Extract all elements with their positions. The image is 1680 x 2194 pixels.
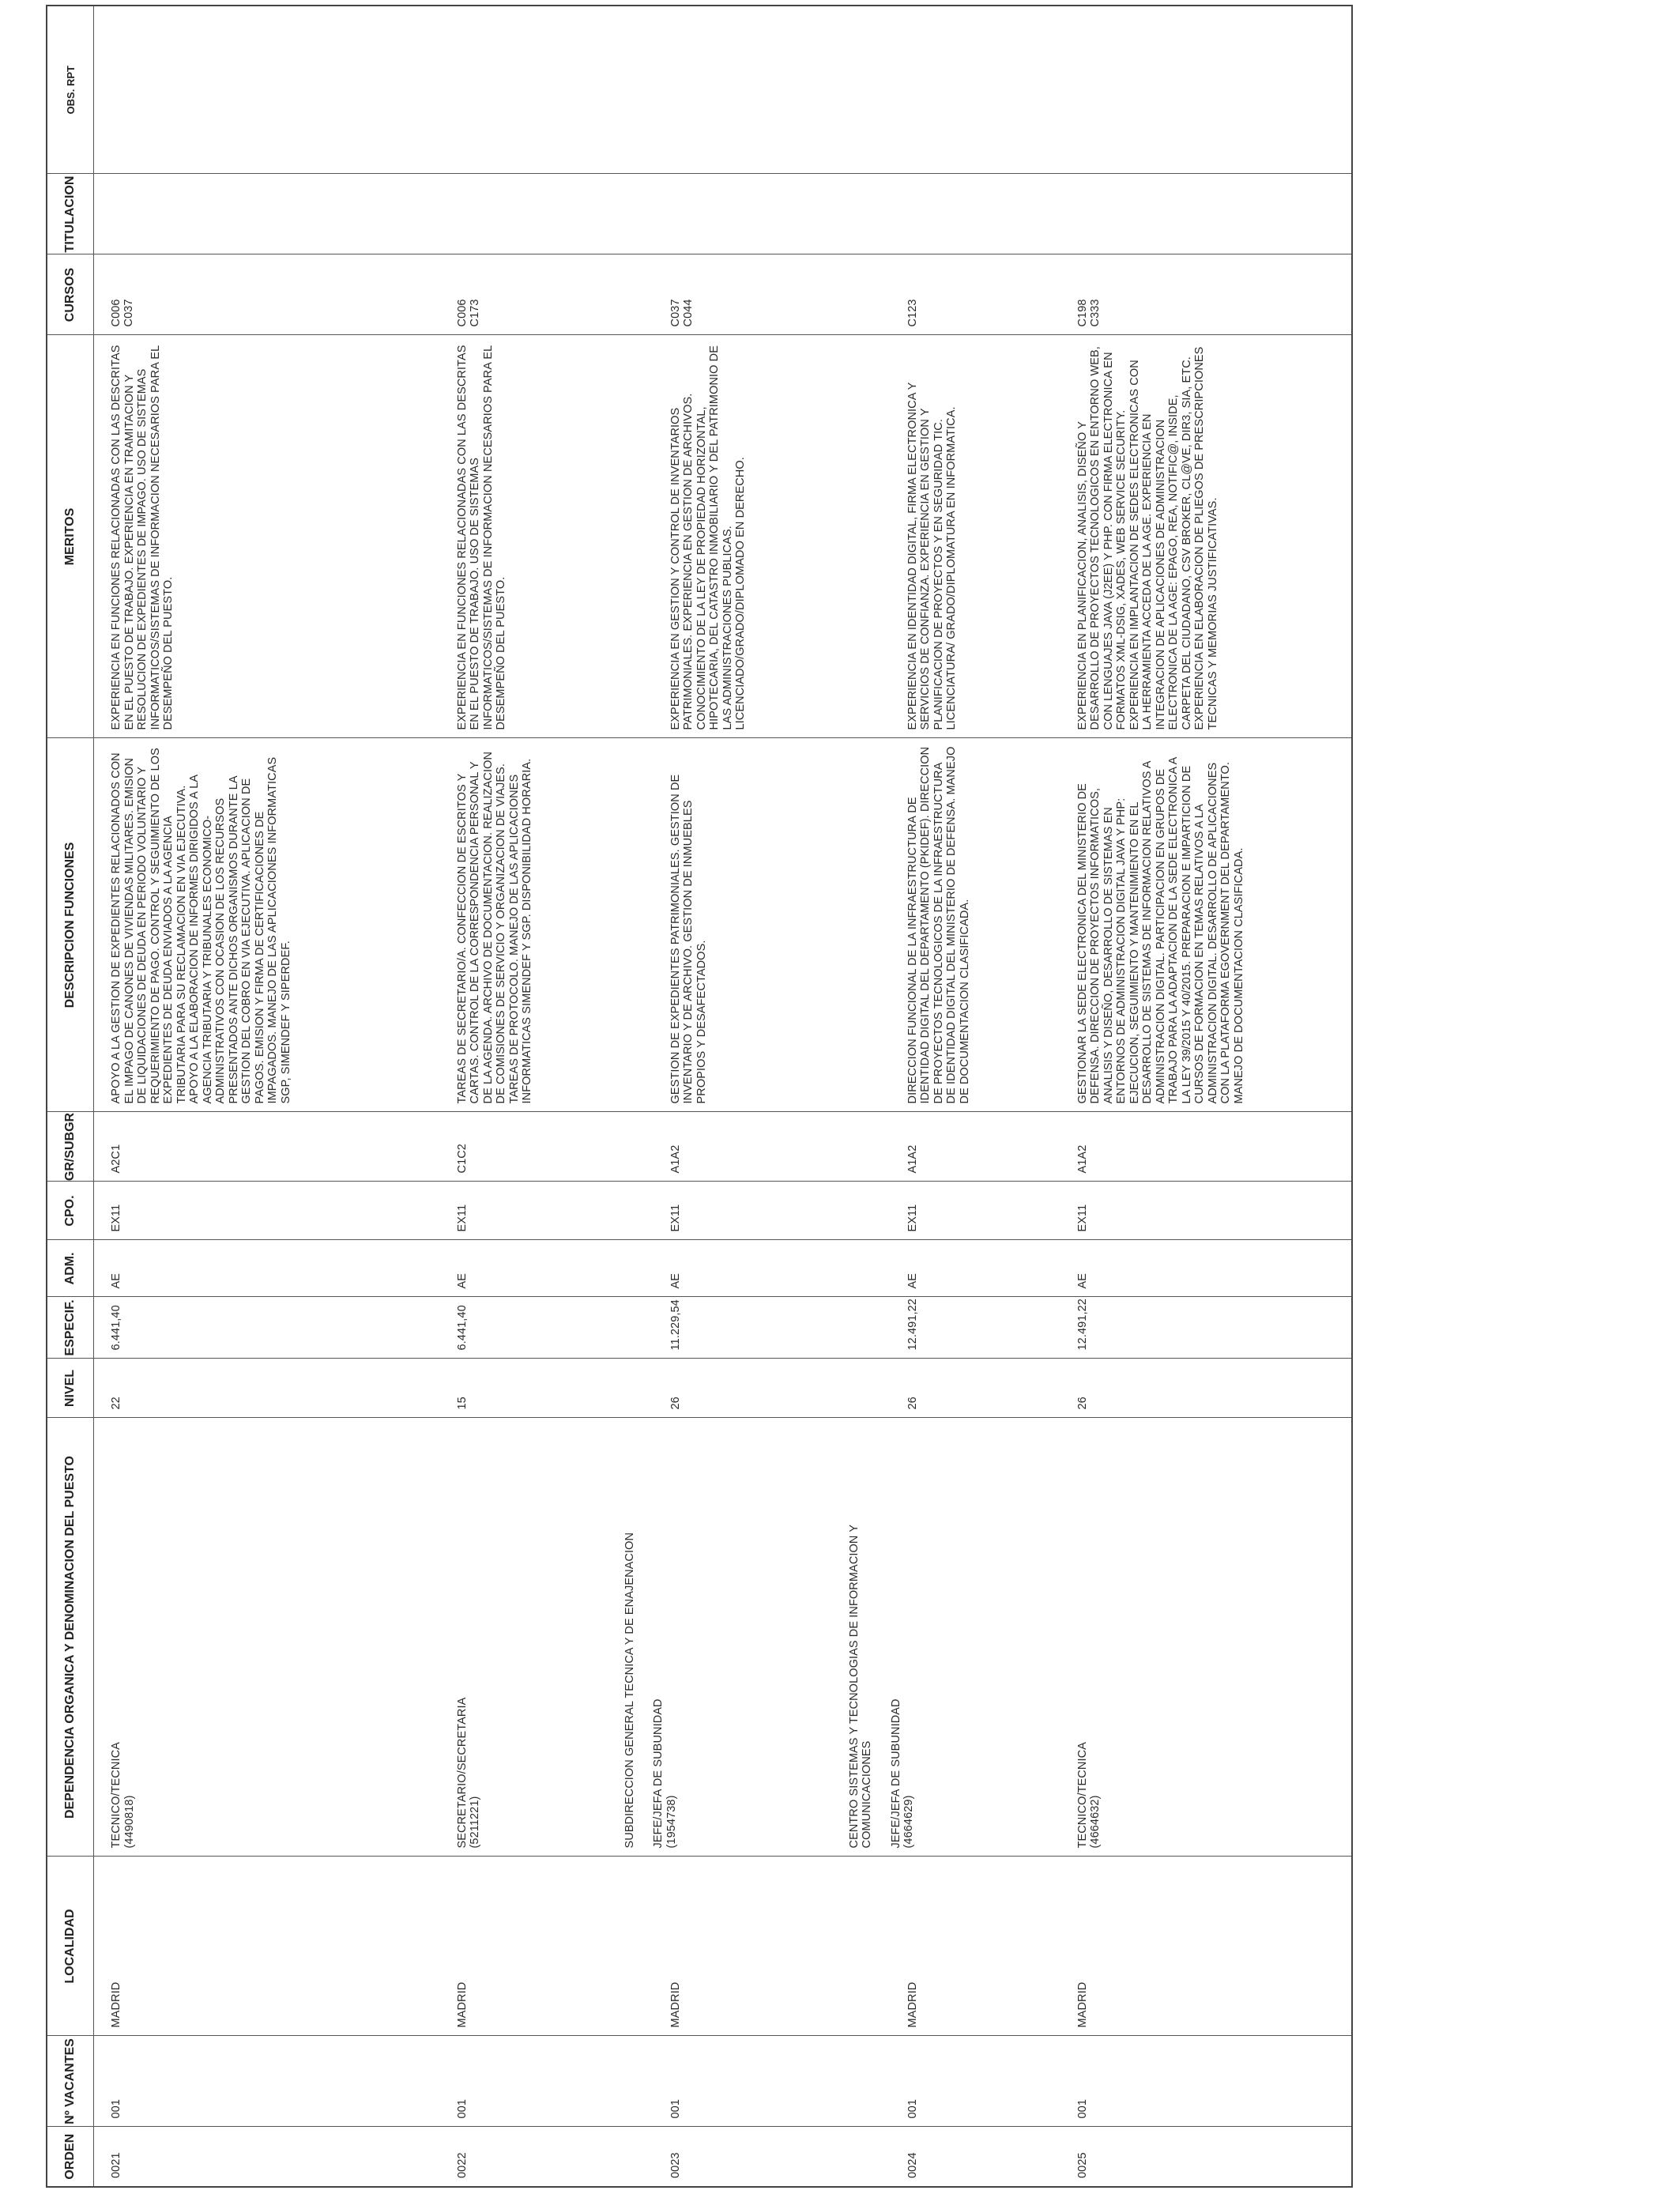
adm-cell: AE [655, 1240, 892, 1297]
localidad-cell: MADRID [94, 1857, 442, 2036]
puesto-code: (4490818) [122, 1795, 136, 1849]
titulacion-cell [892, 174, 1062, 254]
adm-cell: AE [94, 1240, 442, 1297]
obs-cell [892, 6, 1062, 174]
header-titulacion: TITULACION [47, 174, 94, 254]
descripcion-cell: APOYO A LA GESTION DE EXPEDIENTES RELACIONADOS CON EL IMPAGO DE CANONES DE VIVIENDAS MILITARES. EMISION DE LIQUIDACIONES DE DEUDA EN PERIODO VOLUNTARIO Y REQUERIMIENTO DE PAGO. CONTROL Y SEGUIMIENTO DE LOS EXPEDIENTES DE DEUDA ENVIADOS A LA AGENCIA TRIBUTARIA PARA SU RECLAMACION EN VIA EJECUTIVA. APOYO A LA ELABORACION DE INFORMES DIRIGIDOS A LA AGENCIA TRIBUTARIA Y TRIBUNALES ECONOMICO-ADMINISTRATIVOS CON OCASION DE LOS RECURSOS PRESENTADOS ANTE DICHOS ORGANISMOS DURANTE LA GESTION DEL COBRO EN VIA EJECUTIVA. APLICACION DE PAGOS. EMISION Y FIRMA DE CERTIFICACIONES DE IMPAGADOS. MANEJO DE LAS APLICACIONES INFORMATICAS SGP, SIMENDEF Y SIPERDEF. [94, 738, 442, 1112]
cpo-cell: EX11 [442, 1182, 655, 1240]
meritos-cell: EXPERIENCIA EN FUNCIONES RELACIONADAS CON LAS DESCRITAS EN EL PUESTO DE TRABAJO. EXPERIENCIA EN TRAMITACION Y RESOLUCION DE EXPEDIENTES DE IMPAGO. USO DE SISTEMAS INFORMATICOS/SISTEMAS DE INFORMACION NECESARIOS PARA EL DESEMPEÑO DEL PUESTO. [94, 335, 442, 738]
curso-code: C198 [1075, 299, 1089, 327]
especif-cell: 6.441,40 [94, 1297, 442, 1359]
header-adm: ADM. [47, 1240, 94, 1297]
puesto-title: JEFE/JEFA DE SUBUNIDAD [652, 1698, 665, 1849]
cpo-cell: EX11 [655, 1182, 892, 1240]
table-row [442, 6, 655, 2187]
cursos-cell [892, 254, 1062, 335]
localidad-cell: MADRID [442, 1857, 655, 2036]
titulacion-cell [442, 174, 655, 254]
vacantes-cell: 001 [1062, 2036, 1353, 2127]
especif-cell: 12.491,22 [1062, 1297, 1353, 1359]
adm-cell: AE [892, 1240, 1062, 1297]
cursos-cell [655, 254, 892, 335]
localidad-cell: MADRID [655, 1857, 892, 2036]
nivel-cell: 15 [442, 1359, 655, 1418]
table-row [892, 6, 1062, 2187]
header-cpo: CPO. [47, 1182, 94, 1240]
vacantes-cell: 001 [655, 2036, 892, 2127]
section-heading: SUBDIRECCION GENERAL TECNICA Y DE ENAJENACION [623, 1532, 636, 1849]
meritos-cell: EXPERIENCIA EN FUNCIONES RELACIONADAS CON LAS DESCRITAS EN EL PUESTO DE TRABAJO. USO DE SISTEMAS INFORMATICOS/SISTEMAS DE INFORMACION NECESARIOS PARA EL DESEMPEÑO DEL PUESTO. [442, 335, 655, 738]
header-dependencia: DEPENDENCIA ORGANICA Y DENOMINACION DEL PUESTO [47, 1418, 94, 1857]
header-meritos: MERITOS [47, 335, 94, 738]
curso-code: C123 [906, 299, 919, 327]
especif-cell: 12.491,22 [892, 1297, 1062, 1359]
especif-cell: 6.441,40 [442, 1297, 655, 1359]
obs-cell [94, 6, 442, 174]
nivel-cell: 22 [94, 1359, 442, 1418]
nivel-cell: 26 [892, 1359, 1062, 1418]
puesto-title: TECNICO/TECNICA [1075, 1742, 1089, 1849]
descripcion-cell: DIRECCION FUNCIONAL DE LA INFRAESTRUCTURA DE IDENTIDAD DIGITAL DEL DEPARTAMENTO (PKIDEF). DIRECCION DE PROYECTOS TECNOLOGICOS DE LA INFRAESTRUCTURA DE IDENTIDAD DIGITAL DEL MINISTERIO DE DEFENSA. MANEJO DE DOCUMENTACION CLASIFICADA. [892, 738, 1062, 1112]
obs-cell [655, 6, 892, 174]
curso-code: C006 [110, 299, 122, 327]
curso-code: C037 [122, 299, 135, 327]
grsubgr-cell: C1C2 [442, 1112, 655, 1182]
nivel-cell: 26 [1062, 1359, 1353, 1418]
meritos-cell: EXPERIENCIA EN IDENTIDAD DIGITAL, FIRMA ELECTRONICA Y SERVICIOS DE CONFIANZA. EXPERIENCIA EN GESTION Y PLANIFICACION DE PROYECTOS Y EN SEGURIDAD TIC. LICENCIATURA/ GRADO/DIPLOMATURA EN INFORMATICA. [892, 335, 1062, 738]
puesto-code: (1954738) [665, 1795, 678, 1849]
obs-cell [1062, 6, 1353, 174]
descripcion-cell: TAREAS DE SECRETARIO/A. CONFECCION DE ESCRITOS Y CARTAS. CONTROL DE LA CORRESPONDENCIA PERSONAL Y DE LA AGENDA. ARCHIVO DE DOCUMENTACION. REALIZACION DE COMISIONES DE SERVICIO Y ORGANIZACION DE VIAJES. TAREAS DE PROTOCOLO. MANEJO DE LAS APLICACIONES INFORMATICAS SIMENDEF Y SGP. DISPONIBILIDAD HORARIA. [442, 738, 655, 1112]
header-descripcion: DESCRIPCION FUNCIONES [47, 738, 94, 1112]
descripcion-cell: GESTION DE EXPEDIENTES PATRIMONIALES. GESTION DE INVENTARIO Y DE ARCHIVO. GESTION DE INMUEBLES PROPIOS Y DESAFECTADOS. [655, 738, 892, 1112]
titulacion-cell [655, 174, 892, 254]
header-cursos: CURSOS [47, 254, 94, 335]
adm-cell: AE [442, 1240, 655, 1297]
table-row [94, 6, 442, 2187]
localidad-cell: MADRID [1062, 1857, 1353, 2036]
header-especif: ESPECIF. [47, 1297, 94, 1359]
dependencia-cell [94, 1418, 442, 1857]
grsubgr-cell: A1A2 [892, 1112, 1062, 1182]
meritos-cell: EXPERIENCIA EN PLANIFICACION, ANALISIS, DISEÑO Y DESARROLLO DE PROYECTOS TECNOLOGICOS EN ENTORNO WEB, CON LENGUAJES JAVA (J2EE) Y PHP. CON FIRMA ELECTRONICA EN FORMATOS XML-DSIG, XADES, WEB SERVICE SECURITY. EXPERIENCIA EN IMPLANTACION DE SEDES ELECTRONICAS CON LA HERRAMIENTA ACCEDA DE LA AGE. EXPERIENCIA EN INTEGRACION DE APLICACIONES DE ADMINISTRACION ELECTRONICA DE LA AGE: EPAGO, REA, NOTIFIC@, INSIDE, CARPETA DEL CIUDADANO, CSV BROKER, CL@VE, DIR3, SIA, ETC. EXPERIENCIA EN ELABORACION DE PLIEGOS DE PRESCRIPCIONES TECNICAS Y MEMORIAS JUSTIFICATIVAS. [1062, 335, 1353, 738]
header-vacantes: Nº VACANTES [47, 2036, 94, 2127]
rotated-page [46, 6, 1353, 2188]
vacantes-cell: 001 [892, 2036, 1062, 2127]
descripcion-cell: GESTIONAR LA SEDE ELECTRONICA DEL MINISTERIO DE DEFENSA. DIRECCION DE PROYECTOS INFORMATICOS, ANALISIS Y DISEÑO, DESARROLLO DE SISTEMAS EN ENTORNOS DE ADMINISTRACION DIGITAL JAVA Y PHP: EJECUCION, SEGUIMIENTO Y MANTENIMIENTO EN EL DESARROLLO DE SISTEMAS DE INFORMACION RELATIVOS A ADMINISTRACION DIGITAL. PARTICIPACION EN GRUPOS DE TRABAJO PARA LA ADAPTACION DE LA SEDE ELECTRONICA A LA LEY 39/2015 Y 40/2015. PREPARACION E IMPARTICION DE CURSOS DE FORMACION EN TEMAS RELATIVOS A LA ADMINISTRACION DIGITAL. DESARROLLO DE APLICACIONES CON LA PLATAFORMA EGOVERNMENT DEL DEPARTAMENTO. MANEJO DE DOCUMENTACION CLASIFICADA. [1062, 738, 1353, 1112]
titulacion-cell [94, 174, 442, 254]
puesto-code: (4664632) [1089, 1795, 1102, 1849]
orden-cell: 0022 [442, 2127, 655, 2187]
grsubgr-cell: A1A2 [655, 1112, 892, 1182]
puesto-title: JEFE/JEFA DE SUBUNIDAD [889, 1698, 902, 1849]
header-grsubgr: GR/SUBGR [47, 1112, 94, 1182]
localidad-cell: MADRID [892, 1857, 1062, 2036]
curso-code: C333 [1088, 299, 1102, 327]
header-nivel: NIVEL [47, 1359, 94, 1418]
vacantes-cell: 001 [94, 2036, 442, 2127]
cpo-cell: EX11 [1062, 1182, 1353, 1240]
orden-cell: 0021 [94, 2127, 442, 2187]
header-row [47, 6, 94, 2187]
dependencia-cell [847, 1418, 1062, 1857]
curso-code: C037 [669, 299, 682, 327]
cursos-cell [1062, 254, 1353, 335]
cursos-cell [442, 254, 655, 335]
header-localidad: LOCALIDAD [47, 1857, 94, 2036]
section-heading: CENTRO SISTEMAS Y TECNOLOGIAS DE INFORMACION Y COMUNICACIONES [847, 1525, 873, 1849]
vacantes-cell: 001 [442, 2036, 655, 2127]
grsubgr-cell: A2C1 [94, 1112, 442, 1182]
puesto-code: (4664629) [902, 1795, 915, 1849]
nivel-cell: 26 [655, 1359, 892, 1418]
orden-cell: 0023 [655, 2127, 892, 2187]
header-obs: OBS. RPT [47, 6, 94, 174]
orden-cell: 0025 [1062, 2127, 1353, 2187]
cpo-cell: EX11 [94, 1182, 442, 1240]
table-row [655, 6, 892, 2187]
adm-cell: AE [1062, 1240, 1353, 1297]
curso-code: C044 [681, 299, 695, 327]
cursos-cell [94, 254, 442, 335]
table-row [1062, 6, 1353, 2187]
header-orden: ORDEN [47, 2127, 94, 2187]
cpo-cell: EX11 [892, 1182, 1062, 1240]
puesto-title: SECRETARIO/SECRETARIA [455, 1697, 469, 1849]
puesto-code: (5211221) [469, 1796, 481, 1849]
especif-cell: 11.229,54 [655, 1297, 892, 1359]
dependencia-cell [1062, 1418, 1353, 1857]
curso-code: C006 [455, 299, 469, 327]
orden-cell: 0024 [892, 2127, 1062, 2187]
titulacion-cell [1062, 174, 1353, 254]
vacancies-table [46, 5, 1353, 2188]
curso-code: C173 [468, 299, 481, 327]
obs-cell [442, 6, 655, 174]
meritos-cell: EXPERIENCIA EN GESTION Y CONTROL DE INVENTARIOS PATRIMONIALES. EXPERIENCIA EN GESTION DE ARCHIVOS. CONOCIMIENTO DE LA LEY DE PROPIEDAD HORIZONTAL, HIPOTECARIA, DEL CATASTRO INMOBILIARIO Y DEL PATRIMONIO DE LAS ADMINISTRACIONES PUBLICAS. LICENCIADO/GRADO/DIPLOMADO EN DERECHO. [655, 335, 892, 738]
grsubgr-cell: A1A2 [1062, 1112, 1353, 1182]
puesto-title: TECNICO/TECNICA [110, 1742, 122, 1849]
